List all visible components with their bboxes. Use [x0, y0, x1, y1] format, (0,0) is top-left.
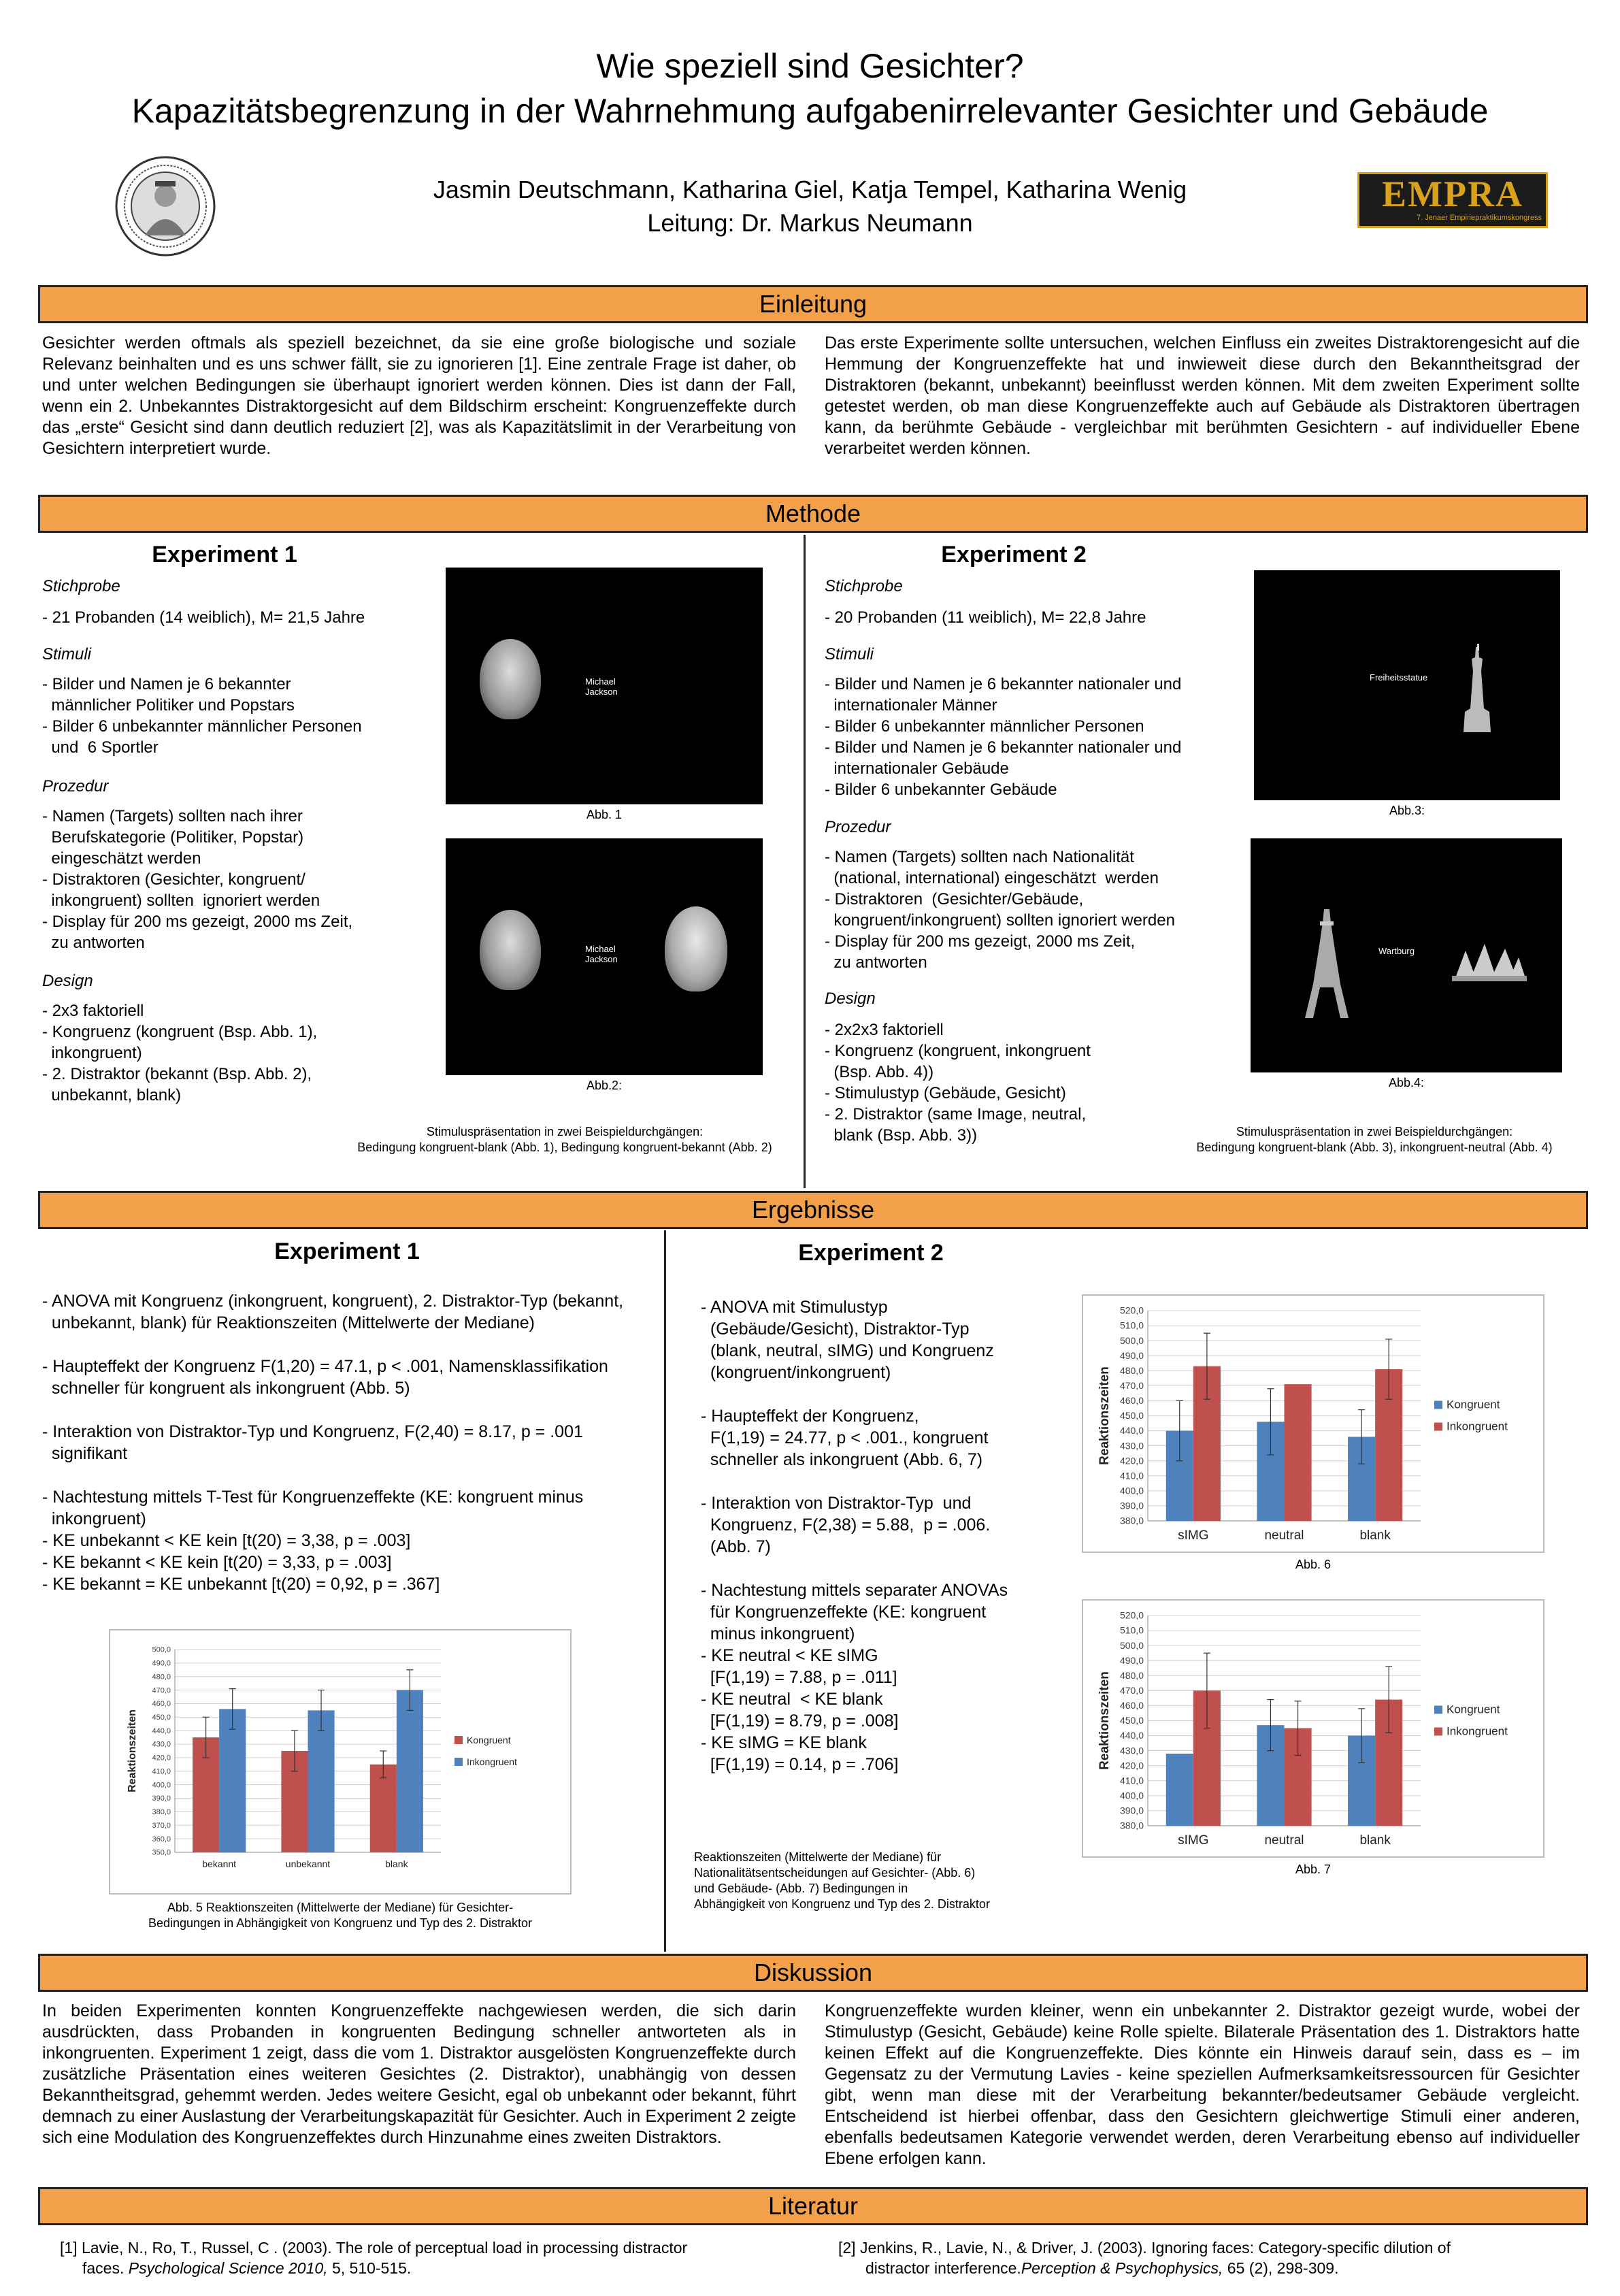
bar-inkongruent-unbekannt — [308, 1710, 335, 1852]
exp1-stimuli-label: Stimuli — [42, 645, 92, 663]
empra-logo — [1357, 172, 1548, 228]
ergebnisse-exp2-text: - ANOVA mit Stimulustyp (Gebäude/Gesicht), Distraktor-Typ (blank, neutral, sIMG) und Kongruenz (kongruent/inkongruent) - Haupteffekt der Kongruenz, F(1,19) = 24.77, p < .001., kongruent schneller als inkongruent (Abb. 6, 7) - Interaktion von Distraktor-Typ und Kongruenz, F(2,38) = 5.88, p = .006. (Abb. 7) - Nachtestung mittels separater ANOVAs für Kongruenzeffekte (KE: kongruent minus inkongruent) - KE neutral < KE sIMG [F(1,19) = 7.88, p = .011] - KE neutral < KE blank [F(1,19) = 8.79, p = .008] - KE sIMG = KE blank [F(1,19) = 0.14, p = .706] — [701, 1298, 1008, 1774]
x-tick-label: unbekannt — [285, 1858, 331, 1869]
exp1-stichprobe-label: Stichprobe — [42, 577, 120, 595]
exp2-stichprobe: - 20 Probanden (11 weiblich), M= 22,8 Jahre — [825, 608, 1146, 627]
diskussion-left-text: In beiden Experimenten konnten Kongruenzeffekte nachgewiesen werden, die sich darin ausdrückten, dass Probanden in kongruenten Bedingung schneller antworteten als in inkongruenten. Experiment 1 zeigt, dass die vom 1. Distraktor ausgelösten Kongruenzeffekte durch zusätzliche Präsentation eines weiteren Gesichtes (2. Distraktor), unabhängig von dessen Bekanntheitsgrad, gehemmt werden. Jedes weitere Gesicht, egal ob unbekannt oder bekannt, führt demnach zu einer Auslastung der Verarbeitungskapazität für Gesichter. Auch in Experiment 2 zeigte sich eine Modulation des Kongruenzeffektes durch Hinzunahme eines zweiten Distraktors. — [42, 2001, 796, 2147]
y-tick-label: 500,0 — [1119, 1639, 1144, 1651]
x-tick-label: sIMG — [1178, 1528, 1209, 1543]
section-diskussion: Diskussion — [38, 1954, 1588, 1992]
y-tick-label: 430,0 — [1119, 1745, 1144, 1756]
x-tick-label: blank — [1359, 1833, 1391, 1848]
y-tick-label: 490,0 — [1119, 1349, 1144, 1361]
chart-abb5 — [109, 1629, 572, 1895]
y-tick-label: 390,0 — [1119, 1500, 1144, 1511]
legend-entry: Kongruent — [467, 1735, 511, 1745]
exp1-stimulus-caption: Stimuluspräsentation in zwei Beispieldurchgängen: Bedingung kongruent-blank (Abb. 1), Bedingung kongruent-bekannt (Abb. 2) — [357, 1125, 772, 1154]
empra-logo-text: EMPRA — [1382, 174, 1523, 214]
y-tick-label: 430,0 — [1119, 1440, 1144, 1452]
exp1-design: - 2x3 faktoriell - Kongruenz (kongruent (Bsp. Abb. 1), inkongruent) - 2. Distraktor (bekannt (Bsp. Abb. 2), unbekannt, blank) — [42, 1002, 318, 1104]
y-tick-label: 390,0 — [152, 1794, 171, 1803]
x-tick-label: blank — [385, 1858, 408, 1869]
y-tick-label: 470,0 — [1119, 1685, 1144, 1696]
chart-abb7 — [1082, 1599, 1544, 1858]
x-tick-label: bekannt — [202, 1858, 237, 1869]
bar-inkongruent-blank — [397, 1690, 423, 1852]
y-tick-label: 450,0 — [1119, 1410, 1144, 1422]
y-tick-label: 370,0 — [152, 1821, 171, 1830]
exp1-stichprobe: - 21 Probanden (14 weiblich), M= 21,5 Jahre — [42, 608, 365, 627]
exp2-design: - 2x2x3 faktoriell - Kongruenz (kongruent, inkongruent (Bsp. Abb. 4)) - Stimulustyp (Gebäude, Gesicht) - 2. Distraktor (same Image, neutral, blank (Bsp. Abb. 3)) — [825, 1021, 1091, 1145]
reference-2-prefix: distractor interference. — [865, 2259, 1021, 2277]
y-tick-label: 520,0 — [1119, 1305, 1144, 1316]
y-tick-label: 480,0 — [152, 1673, 171, 1682]
reference-2-journal: Perception & Psychophysics, — [1021, 2259, 1223, 2277]
methode-divider — [804, 535, 806, 1188]
y-tick-label: 350,0 — [152, 1848, 171, 1857]
y-tick-label: 420,0 — [152, 1754, 171, 1762]
y-axis-label: Reaktionszeiten — [127, 1709, 138, 1792]
ergebnisse-exp1-title: Experiment 1 — [274, 1239, 420, 1264]
methode-exp1-title: Experiment 1 — [152, 542, 297, 568]
legend-swatch — [454, 1736, 463, 1744]
exp2-results-caption: Reaktionszeiten (Mittelwerte der Mediane) für Nationalitätsentscheidungen auf Gesichter- (Abb. 6) und Gebäude- (Abb. 7) Bedingungen in Abhängigkeit von Kongruenz und Typ des 2. Distraktor — [694, 1850, 990, 1911]
y-tick-label: 460,0 — [1119, 1700, 1144, 1711]
poster-subtitle: Kapazitätsbegrenzung in der Wahrnehmung aufgabenirrelevanter Gesichter und Gebäude — [131, 92, 1489, 130]
reference-2-line1: [2] Jenkins, R., Lavie, N., & Driver, J. (2003). Ignoring faces: Category-specific dilution of — [838, 2239, 1451, 2257]
y-axis-label: Reaktionszeiten — [1097, 1366, 1112, 1465]
y-tick-label: 380,0 — [1119, 1515, 1144, 1526]
abb1-label: Abb. 1 — [586, 808, 623, 821]
methode-exp2-title: Experiment 2 — [941, 542, 1087, 568]
legend-swatch — [454, 1758, 463, 1766]
y-tick-label: 360,0 — [152, 1835, 171, 1843]
stimulus-target-name: Michael Jackson — [585, 676, 618, 697]
y-tick-label: 510,0 — [1119, 1319, 1144, 1331]
y-tick-label: 510,0 — [1119, 1624, 1144, 1636]
y-tick-label: 490,0 — [152, 1659, 171, 1668]
bar-inkongruent-bekannt — [219, 1709, 246, 1852]
abb6-label: Abb. 6 — [1295, 1558, 1332, 1571]
x-tick-label: blank — [1359, 1528, 1391, 1543]
y-tick-label: 410,0 — [1119, 1470, 1144, 1481]
exp2-design-label: Design — [825, 989, 876, 1008]
legend-swatch — [1434, 1423, 1442, 1431]
exp1-design-label: Design — [42, 972, 93, 990]
exp2-stimulus-caption: Stimuluspräsentation in zwei Beispieldurchgängen: Bedingung kongruent-blank (Abb. 3), inkongruent-neutral (Abb. 4) — [1196, 1125, 1553, 1154]
stimulus-abb4 — [1251, 838, 1562, 1072]
x-tick-label: neutral — [1264, 1833, 1304, 1848]
y-tick-label: 520,0 — [1119, 1609, 1144, 1621]
face-distractor-icon — [480, 910, 541, 990]
exp1-stimuli: - Bilder und Namen je 6 bekannter männlicher Politiker und Popstars - Bilder 6 unbekannter männlicher Personen und 6 Sportler — [42, 675, 362, 757]
einleitung-right-text: Das erste Experimente sollte untersuchen, welchen Einfluss ein zweites Distraktorengesicht auf die Hemmung der Kongruenzeffekte hat und inwieweit diese durch den Bekanntheitsgrad der Distraktoren (bekannt, unbekannt) beeinflusst werden können. Mit dem zweiten Experiment sollte getestet werden, ob man diese Kongruenzeffekte auch auf Gebäude als Distraktoren übertragen kann, da berühmte Gebäude - vergleichbar mit berühmten Gesichtern - auf individueller Ebene verarbeitet werden können. — [825, 333, 1580, 458]
legend-swatch — [1434, 1728, 1442, 1736]
y-tick-label: 400,0 — [1119, 1790, 1144, 1801]
leitung: Leitung: Dr. Markus Neumann — [647, 209, 973, 237]
opera-house-icon — [1452, 940, 1527, 981]
statue-of-liberty-icon — [1457, 644, 1498, 732]
university-seal-icon — [114, 155, 216, 257]
exp2-stimuli: - Bilder und Namen je 6 bekannter nationaler und internationaler Männer - Bilder 6 unbekannter männlicher Personen - Bilder und Namen je 6 bekannter nationaler und internationaler Gebäude - Bilder 6 unbekannter Gebäude — [825, 675, 1182, 799]
y-tick-label: 460,0 — [1119, 1395, 1144, 1407]
y-tick-label: 420,0 — [1119, 1455, 1144, 1466]
section-einleitung: Einleitung — [38, 285, 1588, 323]
exp2-prozedur: - Namen (Targets) sollten nach Nationalität (national, international) eingeschätzt werden - Distraktoren (Gesichter/Gebäude, kongruent/inkongruent) sollten ignoriert werden - Display für 200 ms gezeigt, 2000 ms Zeit, zu antworten — [825, 848, 1175, 972]
reference-2 — [838, 2237, 1451, 2278]
y-tick-label: 380,0 — [1119, 1820, 1144, 1831]
legend-entry: Inkongruent — [1447, 1420, 1508, 1433]
abb5-caption: Abb. 5 Reaktionszeiten (Mittelwerte der Mediane) für Gesichter- Bedingungen in Abhängigkeit von Kongruenz und Typ des 2. Distraktor — [148, 1901, 533, 1930]
reference-1-pages: 5, 510-515. — [327, 2259, 412, 2277]
poster-title: Wie speziell sind Gesichter? — [596, 47, 1024, 85]
y-tick-label: 500,0 — [152, 1645, 171, 1654]
stimulus-target-name: Wartburg — [1378, 946, 1415, 956]
face-second-distractor-icon — [665, 906, 727, 991]
empra-logo-subtitle: 7. Jenaer Empiriepraktikumskongress — [1416, 214, 1542, 222]
stimulus-abb3 — [1254, 570, 1560, 800]
abb3-label: Abb.3: — [1389, 804, 1425, 817]
legend-entry: Kongruent — [1447, 1703, 1500, 1716]
y-tick-label: 410,0 — [152, 1767, 171, 1776]
y-tick-label: 460,0 — [152, 1700, 171, 1709]
y-tick-label: 450,0 — [1119, 1715, 1144, 1726]
stimulus-abb2 — [446, 838, 763, 1075]
y-tick-label: 470,0 — [1119, 1380, 1144, 1392]
authors: Jasmin Deutschmann, Katharina Giel, Katja Tempel, Katharina Wenig — [433, 176, 1187, 203]
y-tick-label: 400,0 — [152, 1781, 171, 1790]
exp2-prozedur-label: Prozedur — [825, 818, 891, 836]
reference-1 — [60, 2237, 687, 2278]
legend-entry: Inkongruent — [467, 1756, 517, 1767]
face-distractor-icon — [480, 639, 541, 719]
legend-swatch — [1434, 1401, 1442, 1409]
legend-entry: Kongruent — [1447, 1398, 1500, 1411]
section-ergebnisse: Ergebnisse — [38, 1191, 1588, 1229]
stimulus-abb1 — [446, 568, 763, 804]
y-tick-label: 480,0 — [1119, 1364, 1144, 1376]
reference-2-pages: 65 (2), 298-309. — [1223, 2259, 1339, 2277]
y-tick-label: 440,0 — [1119, 1425, 1144, 1437]
reference-1-journal: Psychological Science 2010, — [128, 2259, 328, 2277]
y-tick-label: 480,0 — [1119, 1669, 1144, 1681]
y-tick-label: 440,0 — [152, 1726, 171, 1735]
ergebnisse-divider — [664, 1230, 666, 1952]
stimulus-target-name: Michael Jackson — [585, 944, 618, 964]
stimulus-target-name: Freiheitsstatue — [1370, 672, 1428, 683]
x-tick-label: sIMG — [1178, 1833, 1209, 1848]
y-axis-label: Reaktionszeiten — [1097, 1671, 1112, 1770]
reference-1-prefix: faces. — [82, 2259, 129, 2277]
section-methode: Methode — [38, 495, 1588, 533]
y-tick-label: 430,0 — [152, 1740, 171, 1749]
legend-entry: Inkongruent — [1447, 1724, 1508, 1738]
y-tick-label: 410,0 — [1119, 1775, 1144, 1786]
exp2-stimuli-label: Stimuli — [825, 645, 874, 663]
diskussion-right-text: Kongruenzeffekte wurden kleiner, wenn ein unbekannter 2. Distraktor gezeigt wurde, wobei der Stimulustyp (Gesicht, Gebäude) keine Rolle spielte. Bilaterale Präsentation des 1. Distraktors hatte keinen Effekt auf die Kongruenzeffekte. Dies könnte ein Hinweis darauf sein, dass es – im Gegensatz zu der Vermutung Lavies - keine speziellen Aufmerksamkeitsressourcen für Gesichter gibt, wenn man diese mit der Verarbeitung bekannter/bedeutsamer Gebäude vergleicht. Entscheidend ist hierbei offenbar, dass den Gesichtern gleichwertige Stimuli einer anderen, ebenfalls bedeutsamen Kategorie verwendet werden, deren Verarbeitung ebenso auf individueller Ebene erfolgen kann. — [825, 2001, 1580, 2168]
abb2-label: Abb.2: — [586, 1079, 623, 1092]
abb4-label: Abb.4: — [1388, 1076, 1425, 1089]
y-tick-label: 500,0 — [1119, 1334, 1144, 1346]
exp1-prozedur-label: Prozedur — [42, 777, 109, 796]
y-tick-label: 380,0 — [152, 1808, 171, 1817]
reference-1-line1: [1] Lavie, N., Ro, T., Russel, C . (2003). The role of perceptual load in processing distractor — [60, 2239, 688, 2257]
y-tick-label: 470,0 — [152, 1686, 171, 1695]
ergebnisse-exp1-text: - ANOVA mit Kongruenz (inkongruent, kongruent), 2. Distraktor-Typ (bekannt, unbekannt, blank) für Reaktionszeiten (Mittelwerte der Mediane) - Haupteffekt der Kongruenz F(1,20) = 47.1, p < .001, Namensklassifikation schneller für kongruent als inkongruent (Abb. 5) - Interaktion von Distraktor-Typ und Kongruenz, F(2,40) = 8.17, p = .001 signifikant - Nachtestung mittels T-Test für Kongruenzeffekte (KE: kongruent minus inkongruent) - KE unbekannt < KE kein [t(20) = 3,38, p = .003] - KE bekannt < KE kein [t(20) = 3,33, p = .003] - KE bekannt = KE unbekannt [t(20) = 0,92, p = .367] — [42, 1292, 624, 1594]
bar-inkongruent-neutral — [1285, 1384, 1312, 1521]
x-tick-label: neutral — [1264, 1528, 1304, 1543]
y-tick-label: 390,0 — [1119, 1805, 1144, 1816]
exp1-prozedur: - Namen (Targets) sollten nach ihrer Berufskategorie (Politiker, Popstar) eingeschätzt werden - Distraktoren (Gesichter, kongruent/ inkongruent) sollten ignoriert werden - Display für 200 ms gezeigt, 2000 ms Zeit, zu antworten — [42, 807, 353, 952]
y-tick-label: 440,0 — [1119, 1730, 1144, 1741]
einleitung-left-text: Gesichter werden oftmals als speziell bezeichnet, da sie eine große biologische und soziale Relevanz beinhalten und es uns schwer fällt, sie zu ignorieren [1]. Eine zentrale Frage ist daher, ob und unter welchen Bedingungen sie überhaupt ignoriert werden können. Dies ist dann der Fall, wenn ein 2. Unbekanntes Distraktorgesicht auf dem Bildschirm erscheint: Kongruenzeffekte durch das „erste“ Gesicht sind dann deutlich reduziert [2], was als Kapazitätslimit in der Verarbeitung von Gesichtern interpretiert wurde. — [42, 333, 796, 458]
bar-kongruent-simg — [1166, 1754, 1193, 1826]
y-tick-label: 400,0 — [1119, 1485, 1144, 1496]
abb7-label: Abb. 7 — [1295, 1863, 1332, 1876]
chart-abb6 — [1082, 1294, 1544, 1553]
section-literatur: Literatur — [38, 2187, 1588, 2225]
ergebnisse-exp2-title: Experiment 2 — [798, 1240, 944, 1266]
y-tick-label: 490,0 — [1119, 1654, 1144, 1666]
y-tick-label: 420,0 — [1119, 1760, 1144, 1771]
legend-swatch — [1434, 1706, 1442, 1714]
exp2-stichprobe-label: Stichprobe — [825, 577, 903, 595]
tower-building-icon — [1300, 909, 1354, 1018]
y-tick-label: 450,0 — [152, 1713, 171, 1722]
